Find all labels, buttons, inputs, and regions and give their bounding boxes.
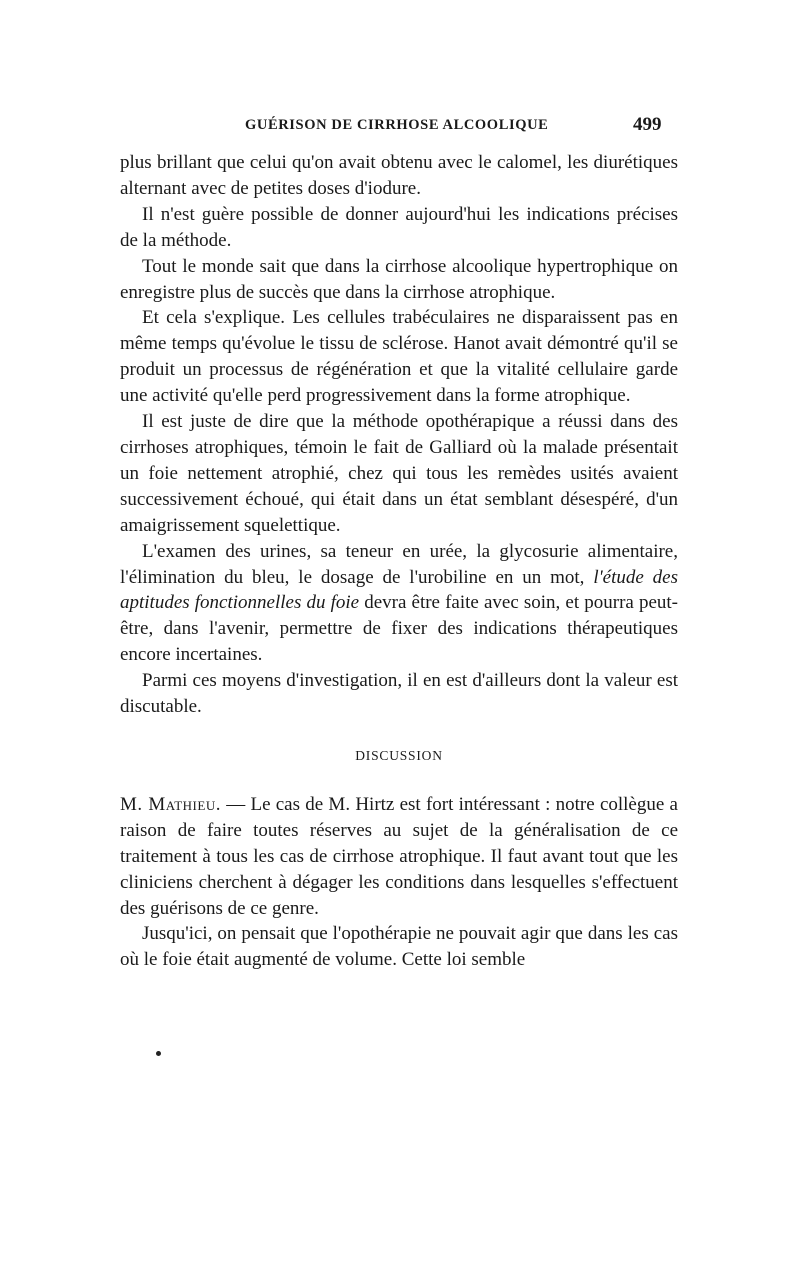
speaker-name: M. Mathieu. (120, 793, 221, 815)
discussion-section (120, 792, 678, 973)
paragraph-indications: Il n'est guère possible de donner aujourd'hui les indications précises de la méthode. (120, 203, 678, 251)
speaker-text: — Le cas de M. Hirtz est fort intéressant : notre collègue a raison de faire toutes réserves au sujet de la généralisation de ce traitement à tous les cas de cirrhose atrophique. Il faut avant tout que les cliniciens cherchent à dégager les conditions dans lesquelles s'effectuent des guérisons de ce genre. (120, 793, 678, 919)
paragraph-investigation: Parmi ces moyens d'investigation, il en est d'ailleurs dont la valeur est discutable. (120, 670, 678, 718)
section-heading-discussion: DISCUSSION (355, 747, 443, 763)
urine-text-italic: l'étude des aptitudes fonctionnelles du foie (120, 566, 678, 614)
stray-dot-mark (156, 1051, 161, 1056)
body-text (120, 150, 678, 973)
page-number: 499 (633, 114, 662, 135)
paragraph-hypertrophic: Tout le monde sait que dans la cirrhose alcoolique hypertrophique on enregistre plus de succès que dans la cirrhose atrophique. (120, 255, 678, 303)
paragraph-urine-exam (120, 539, 678, 669)
paragraph-continuation: plus brillant que celui qu'on avait obtenu avec le calomel, les diurétiques alternant avec de petites doses d'iodure. (120, 152, 678, 199)
paragraph-explanation: Et cela s'explique. Les cellules trabéculaires ne disparaissent pas en même temps qu'évolue le tissu de sclérose. Hanot avait démontré qu'il se produit un processus de régénération et que la vitalité cellulaire garde une activité qu'elle perd progressivement dans la forme atrophique. (120, 307, 678, 407)
discussion-paragraph-opotherapy: Jusqu'ici, on pensait que l'opothérapie ne pouvait agir que dans les cas où le foie était augmenté de volume. Cette loi semble (120, 923, 678, 971)
discussion-paragraph-mathieu (120, 792, 678, 922)
urine-text-after: devra être faite avec soin, et pourra peut-être, dans l'avenir, permettre de fixer des indications thérapeutiques encore incertaines. (120, 592, 678, 666)
running-title: GUÉRISON DE CIRRHOSE ALCOOLIQUE (245, 117, 549, 133)
paragraph-galliard: Il est juste de dire que la méthode opothérapique a réussi dans des cirrhoses atrophiques, témoin le fait de Galliard où la malade présentait un foie nettement atrophié, chez qui tous les remèdes usités avaient successivement échoué, qui était dans un état semblant désespéré, d'un amaigrissement squelettique. (120, 411, 678, 536)
urine-text-before: L'examen des urines, sa teneur en urée, la glycosurie alimentaire, l'élimination du bleu, le dosage de l'urobiline en un mot, (120, 540, 678, 588)
